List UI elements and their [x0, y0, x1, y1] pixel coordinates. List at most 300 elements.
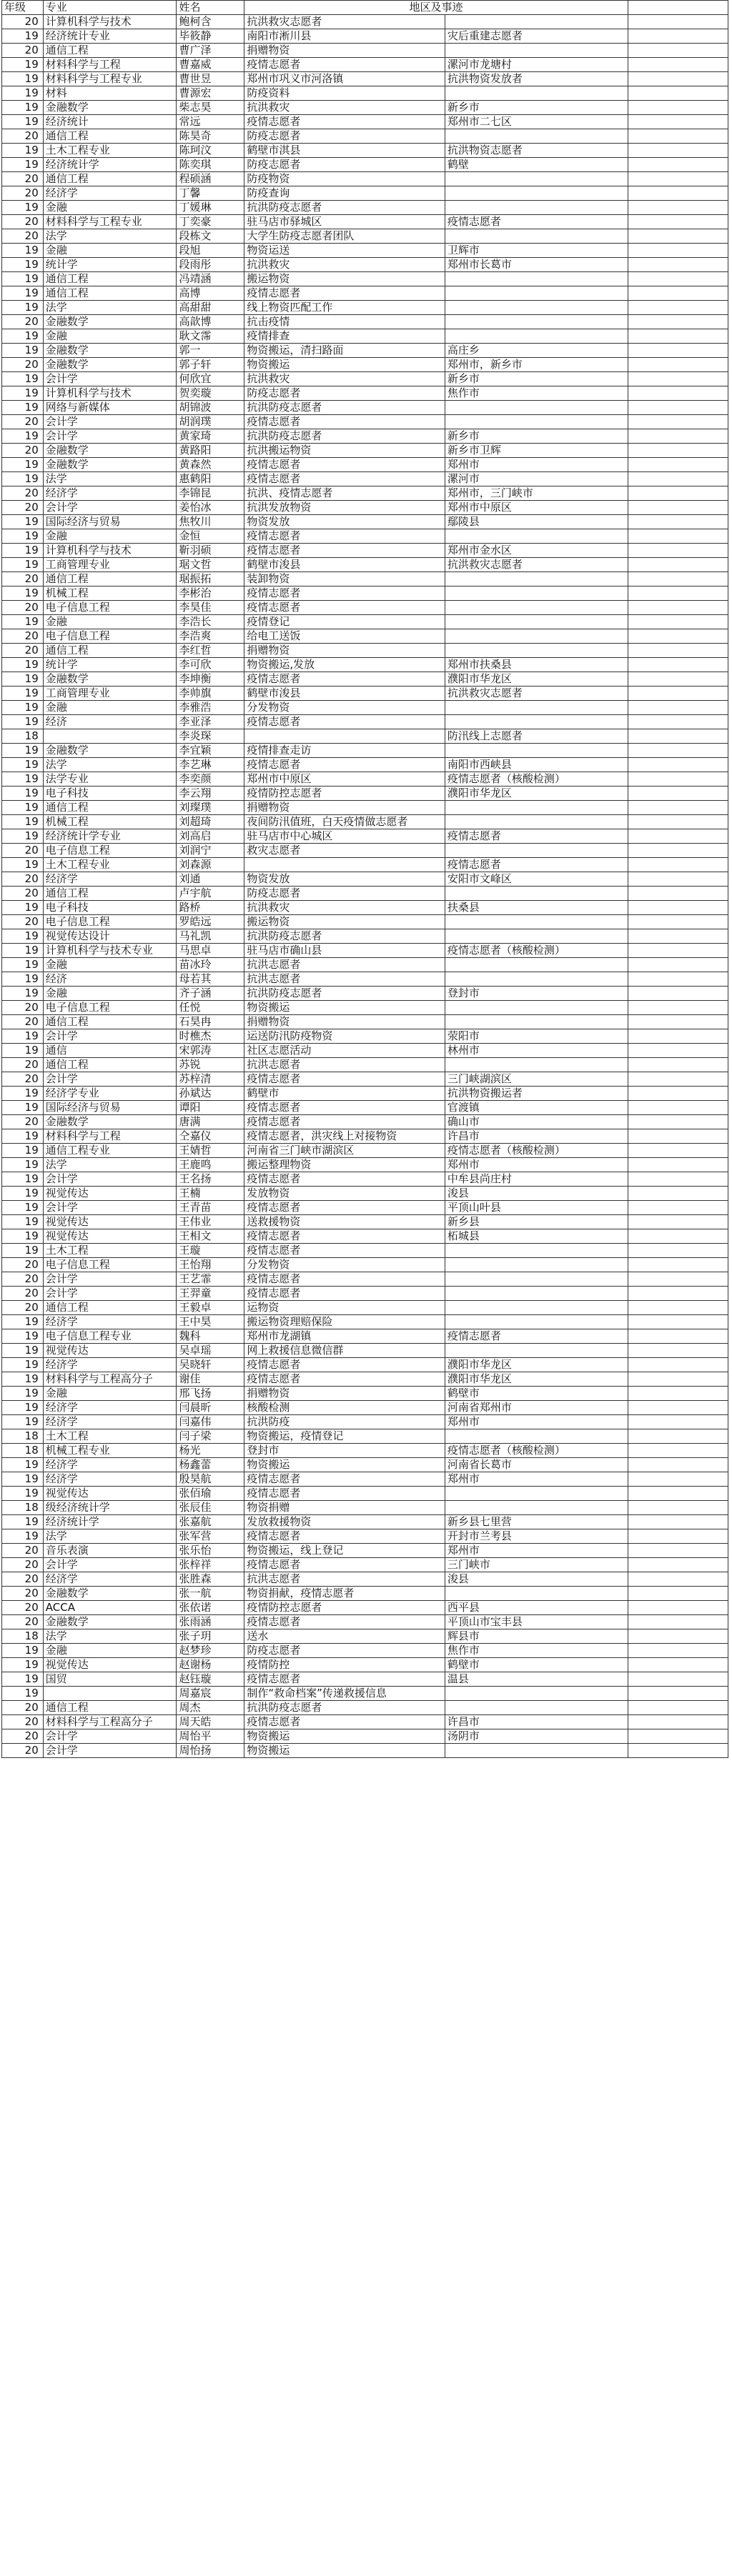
cell-activity: 疫情志愿者 — [244, 115, 445, 129]
cell-year: 20 — [2, 572, 44, 586]
cell-region: 疫情志愿者（核酸检测） — [445, 1144, 628, 1158]
cell-region: 温县 — [445, 1672, 628, 1687]
cell-year: 19 — [2, 987, 44, 1001]
cell-name: 丁奕豪 — [177, 215, 244, 229]
cell-year: 19 — [2, 1529, 44, 1544]
table-row — [2, 1444, 728, 1458]
table-row — [2, 1158, 728, 1172]
cell-region — [445, 15, 628, 29]
cell-extra — [628, 987, 728, 1001]
cell-extra — [628, 872, 728, 887]
cell-year: 19 — [2, 1044, 44, 1058]
cell-extra — [628, 1587, 728, 1601]
cell-major: 土木工程 — [43, 1244, 177, 1258]
cell-major: 金融数学 — [43, 315, 177, 329]
cell-extra — [628, 1615, 728, 1629]
cell-name: 孙斌达 — [177, 1087, 244, 1101]
cell-extra — [628, 929, 728, 944]
cell-activity: 抗击疫情 — [244, 315, 445, 329]
cell-extra — [628, 486, 728, 501]
table-row — [2, 801, 728, 815]
table-row — [2, 58, 728, 72]
cell-major: 经济学 — [43, 486, 177, 501]
cell-activity: 鹤壁市 — [244, 1087, 445, 1101]
cell-extra — [628, 386, 728, 401]
cell-extra — [628, 186, 728, 201]
cell-major: 金融数学 — [43, 1115, 177, 1129]
cell-region — [445, 844, 628, 858]
cell-year: 19 — [2, 286, 44, 301]
table-row — [2, 1358, 728, 1372]
cell-major: 会计学 — [43, 429, 177, 444]
cell-name: 周天皓 — [177, 1715, 244, 1729]
cell-year: 20 — [2, 1072, 44, 1087]
cell-region: 濮阳市华龙区 — [445, 787, 628, 801]
cell-major: 金融 — [43, 1644, 177, 1658]
cell-region — [445, 629, 628, 644]
cell-activity: 捐赠物资 — [244, 644, 445, 658]
cell-major: 电子信息工程 — [43, 601, 177, 615]
cell-year: 20 — [2, 1558, 44, 1572]
cell-year: 20 — [2, 1715, 44, 1729]
cell-name: 张雨涵 — [177, 1615, 244, 1629]
cell-extra — [628, 1644, 728, 1658]
table-row — [2, 644, 728, 658]
volunteer-table-body — [2, 1, 728, 1758]
cell-year: 20 — [2, 44, 44, 58]
cell-region: 鹤壁 — [445, 158, 628, 172]
table-row — [2, 1615, 728, 1629]
cell-major: 视觉传达 — [43, 1187, 177, 1201]
cell-name: 丁媛琳 — [177, 201, 244, 215]
cell-major: 电子信息工程专业 — [43, 1329, 177, 1344]
table-row — [2, 1272, 728, 1287]
cell-year: 19 — [2, 529, 44, 544]
cell-extra — [628, 1272, 728, 1287]
cell-activity: 搬运物资 — [244, 915, 445, 929]
cell-region: 抗洪救灾志愿者 — [445, 687, 628, 701]
cell-major: 视觉传达 — [43, 1344, 177, 1358]
cell-year: 19 — [2, 1658, 44, 1672]
table-row — [2, 329, 728, 344]
table-row — [2, 1201, 728, 1215]
cell-region: 新乡县 — [445, 1215, 628, 1229]
cell-year: 19 — [2, 272, 44, 286]
cell-year: 20 — [2, 1615, 44, 1629]
cell-region: 辉县市 — [445, 1629, 628, 1644]
cell-major: 经济统计 — [43, 115, 177, 129]
cell-year: 20 — [2, 601, 44, 615]
cell-region: 疫情志愿者 — [445, 829, 628, 844]
cell-region: 防汛线上志愿者 — [445, 729, 628, 744]
cell-major: 法学 — [43, 229, 177, 244]
cell-name: 焦牧川 — [177, 515, 244, 529]
cell-activity: 疫情志愿者 — [244, 1101, 445, 1115]
cell-year: 19 — [2, 244, 44, 258]
table-row — [2, 1715, 728, 1729]
cell-major: 经济统计学 — [43, 158, 177, 172]
cell-region: 中牟县尚庄村 — [445, 1172, 628, 1187]
cell-activity: 捐赠物资 — [244, 1015, 445, 1029]
cell-region — [445, 615, 628, 629]
table-row — [2, 558, 728, 572]
cell-extra — [628, 744, 728, 758]
table-row — [2, 1501, 728, 1515]
cell-extra — [628, 1729, 728, 1744]
cell-name: 丁馨 — [177, 186, 244, 201]
cell-name: 苏锐 — [177, 1058, 244, 1072]
table-row — [2, 244, 728, 258]
cell-region: 开封市兰考县 — [445, 1529, 628, 1544]
cell-major: 通信工程 — [43, 129, 177, 144]
cell-region — [445, 915, 628, 929]
cell-year: 19 — [2, 429, 44, 444]
table-row — [2, 586, 728, 601]
cell-year: 20 — [2, 1601, 44, 1615]
cell-year: 19 — [2, 1515, 44, 1529]
cell-activity: 疫情志愿者 — [244, 458, 445, 472]
cell-extra — [628, 572, 728, 586]
cell-year: 19 — [2, 201, 44, 215]
cell-region: 许昌市 — [445, 1129, 628, 1144]
table-row — [2, 458, 728, 472]
cell-year: 20 — [2, 1729, 44, 1744]
cell-name: 马礼凯 — [177, 929, 244, 944]
cell-major: 电子信息工程 — [43, 1258, 177, 1272]
cell-major: 视觉传达 — [43, 1658, 177, 1672]
cell-activity: 疫情防控志愿者 — [244, 1601, 445, 1615]
table-row — [2, 386, 728, 401]
cell-activity: 物资发放 — [244, 515, 445, 529]
cell-extra — [628, 1301, 728, 1315]
cell-extra — [628, 1258, 728, 1272]
cell-year: 19 — [2, 1144, 44, 1158]
header-major: 专业 — [43, 1, 177, 15]
cell-region: 疫情志愿者 — [445, 858, 628, 872]
cell-region — [445, 958, 628, 972]
cell-year: 19 — [2, 1315, 44, 1329]
cell-name: 张依诺 — [177, 1601, 244, 1615]
table-row — [2, 729, 728, 744]
cell-year: 20 — [2, 358, 44, 372]
cell-activity: 疫情志愿者 — [244, 758, 445, 772]
cell-year: 19 — [2, 558, 44, 572]
table-row — [2, 1144, 728, 1158]
cell-region: 抗洪物资搬运者 — [445, 1087, 628, 1101]
cell-year: 20 — [2, 629, 44, 644]
table-row — [2, 1287, 728, 1301]
cell-extra — [628, 687, 728, 701]
cell-name: 郭子轩 — [177, 358, 244, 372]
cell-region: 濮阳市华龙区 — [445, 1358, 628, 1372]
cell-year: 19 — [2, 1415, 44, 1429]
cell-activity: 物资搬运，清扫路面 — [244, 344, 445, 358]
cell-extra — [628, 1401, 728, 1415]
table-row — [2, 1415, 728, 1429]
table-row — [2, 787, 728, 801]
cell-region: 南阳市西峡县 — [445, 758, 628, 772]
cell-activity: 物资运送 — [244, 244, 445, 258]
cell-year: 19 — [2, 1372, 44, 1387]
cell-year: 19 — [2, 958, 44, 972]
cell-extra — [628, 229, 728, 244]
table-row — [2, 1644, 728, 1658]
cell-name: 魏科 — [177, 1329, 244, 1344]
cell-year: 19 — [2, 615, 44, 629]
cell-extra — [628, 1458, 728, 1472]
cell-name: 王相文 — [177, 1229, 244, 1244]
cell-region: 抗洪物资志愿者 — [445, 144, 628, 158]
cell-major: 法学 — [43, 1629, 177, 1644]
cell-major: 经济学 — [43, 1472, 177, 1487]
cell-name: 王怡翔 — [177, 1258, 244, 1272]
cell-year: 19 — [2, 1215, 44, 1229]
table-row — [2, 844, 728, 858]
cell-region — [445, 529, 628, 544]
cell-activity: 疫情志愿者 — [244, 1372, 445, 1387]
cell-activity: 捐赠物资 — [244, 801, 445, 815]
cell-year: 19 — [2, 458, 44, 472]
cell-major: 通信工程 — [43, 801, 177, 815]
cell-name: 马思卓 — [177, 944, 244, 958]
table-row — [2, 501, 728, 515]
cell-extra — [628, 1158, 728, 1172]
cell-name: 毕筱静 — [177, 29, 244, 44]
cell-major: 会计学 — [43, 1272, 177, 1287]
table-row — [2, 1344, 728, 1358]
cell-activity: 疫情志愿者 — [244, 1615, 445, 1629]
table-row — [2, 1072, 728, 1087]
cell-name: 李浩爽 — [177, 629, 244, 644]
cell-extra — [628, 1529, 728, 1544]
cell-name: 李雅浩 — [177, 701, 244, 715]
cell-name: 殷昊航 — [177, 1472, 244, 1487]
cell-name: 琚文哲 — [177, 558, 244, 572]
cell-year: 19 — [2, 901, 44, 915]
cell-activity: 线上物资匹配工作 — [244, 301, 445, 315]
cell-major: 金融数学 — [43, 358, 177, 372]
cell-name: 王鹿鸣 — [177, 1158, 244, 1172]
cell-activity: 疫情志愿者 — [244, 715, 445, 729]
table-row — [2, 1015, 728, 1029]
table-row — [2, 144, 728, 158]
table-row — [2, 829, 728, 844]
cell-major: 法学 — [43, 301, 177, 315]
cell-region: 郑州市 — [445, 1158, 628, 1172]
cell-activity: 抗洪、疫情志愿者 — [244, 486, 445, 501]
table-row — [2, 1372, 728, 1387]
cell-extra — [628, 15, 728, 29]
cell-activity: 捐赠物资 — [244, 1387, 445, 1401]
cell-extra — [628, 1701, 728, 1715]
cell-activity: 疫情志愿者 — [244, 1072, 445, 1087]
cell-name: 王艺霏 — [177, 1272, 244, 1287]
cell-activity: 大学生防疫志愿者团队 — [244, 229, 445, 244]
cell-name: 卢宇航 — [177, 887, 244, 901]
table-row — [2, 229, 728, 244]
cell-name: 谢佳 — [177, 1372, 244, 1387]
cell-activity: 登封市 — [244, 1444, 445, 1458]
cell-extra — [628, 658, 728, 672]
cell-major: 机械工程专业 — [43, 1444, 177, 1458]
cell-region: 扶桑县 — [445, 901, 628, 915]
table-row — [2, 186, 728, 201]
table-row — [2, 429, 728, 444]
cell-activity: 疫情志愿者，洪灾线上对接物资 — [244, 1129, 445, 1144]
cell-region: 三门峡市 — [445, 1558, 628, 1572]
cell-major: 通信工程专业 — [43, 1144, 177, 1158]
cell-major: 经济学专业 — [43, 1087, 177, 1101]
table-row — [2, 1515, 728, 1529]
cell-extra — [628, 1715, 728, 1729]
cell-major: 材料科学与工程 — [43, 1129, 177, 1144]
cell-extra — [628, 401, 728, 415]
cell-year: 19 — [2, 687, 44, 701]
cell-name: 王璇 — [177, 1244, 244, 1258]
cell-name: 母若其 — [177, 972, 244, 987]
cell-year: 20 — [2, 1744, 44, 1758]
cell-region: 疫情志愿者 — [445, 1329, 628, 1344]
cell-extra — [628, 801, 728, 815]
table-row — [2, 1744, 728, 1758]
cell-year: 20 — [2, 1001, 44, 1015]
cell-region: 卫辉市 — [445, 244, 628, 258]
cell-activity: 疫情志愿者 — [244, 1201, 445, 1215]
table-row — [2, 887, 728, 901]
table-row — [2, 915, 728, 929]
cell-extra — [628, 1058, 728, 1072]
cell-region: 许昌市 — [445, 1715, 628, 1729]
cell-year: 20 — [2, 644, 44, 658]
table-row — [2, 687, 728, 701]
table-row — [2, 1315, 728, 1329]
cell-major: 经济学 — [43, 186, 177, 201]
cell-extra — [628, 1129, 728, 1144]
cell-activity: 搬运物资理赔保险 — [244, 1315, 445, 1329]
cell-year: 20 — [2, 1701, 44, 1715]
table-row — [2, 1401, 728, 1415]
table-row — [2, 344, 728, 358]
cell-major: 机械工程 — [43, 586, 177, 601]
cell-activity: 装卸物资 — [244, 572, 445, 586]
cell-activity — [244, 729, 445, 744]
cell-region — [445, 286, 628, 301]
cell-extra — [628, 815, 728, 829]
table-row — [2, 944, 728, 958]
cell-region: 郑州市长葛市 — [445, 258, 628, 272]
cell-extra — [628, 29, 728, 44]
cell-activity: 发放救援物资 — [244, 1515, 445, 1529]
cell-activity: 抗洪救灾志愿者 — [244, 15, 445, 29]
cell-activity: 物资搬运 — [244, 1729, 445, 1744]
cell-year: 19 — [2, 386, 44, 401]
cell-year: 20 — [2, 1287, 44, 1301]
table-row — [2, 1472, 728, 1487]
cell-extra — [628, 615, 728, 629]
cell-year: 20 — [2, 315, 44, 329]
cell-name: 冯靖涵 — [177, 272, 244, 286]
cell-activity: 物资搬运 — [244, 1744, 445, 1758]
cell-extra — [628, 129, 728, 144]
cell-year: 19 — [2, 472, 44, 486]
cell-extra — [628, 1244, 728, 1258]
cell-major: 电子科技 — [43, 901, 177, 915]
cell-year: 20 — [2, 1272, 44, 1287]
cell-name: 柴志昊 — [177, 101, 244, 115]
cell-year: 19 — [2, 101, 44, 115]
cell-name: 李可欣 — [177, 658, 244, 672]
cell-region: 抗洪物资发放者 — [445, 72, 628, 86]
cell-extra — [628, 1215, 728, 1229]
cell-major: 经济学 — [43, 1315, 177, 1329]
cell-name: 李彬治 — [177, 586, 244, 601]
cell-extra — [628, 1487, 728, 1501]
cell-major: 经济学 — [43, 1458, 177, 1472]
cell-extra — [628, 1187, 728, 1201]
cell-extra — [628, 286, 728, 301]
cell-activity: 疫情志愿者 — [244, 601, 445, 615]
table-row — [2, 972, 728, 987]
cell-name: 常远 — [177, 115, 244, 129]
cell-activity: 疫情排查 — [244, 329, 445, 344]
cell-year: 19 — [2, 401, 44, 415]
cell-name: 曹源宏 — [177, 86, 244, 101]
cell-major: 经济 — [43, 972, 177, 987]
cell-year: 19 — [2, 944, 44, 958]
cell-year: 19 — [2, 744, 44, 758]
cell-region — [445, 329, 628, 344]
cell-extra — [628, 558, 728, 572]
cell-name: 苏梓清 — [177, 1072, 244, 1087]
cell-region: 漯河市龙塘村 — [445, 58, 628, 72]
cell-extra — [628, 729, 728, 744]
cell-extra — [628, 887, 728, 901]
cell-activity: 抗洪防疫志愿者 — [244, 987, 445, 1001]
cell-name: 赵梦珍 — [177, 1644, 244, 1658]
cell-activity: 运送防汛防疫物资 — [244, 1029, 445, 1044]
cell-activity: 搬运整理物资 — [244, 1158, 445, 1172]
cell-region — [445, 1501, 628, 1515]
cell-region: 新乡县七里营 — [445, 1515, 628, 1529]
cell-activity: 抗洪救灾 — [244, 372, 445, 386]
table-row — [2, 1301, 728, 1315]
cell-region: 疫情志愿者（核酸检测） — [445, 944, 628, 958]
cell-major: 会计学 — [43, 1558, 177, 1572]
table-row — [2, 701, 728, 715]
cell-region — [445, 1015, 628, 1029]
cell-extra — [628, 1015, 728, 1029]
cell-region: 郑州市中原区 — [445, 501, 628, 515]
cell-name: 闫嘉伟 — [177, 1415, 244, 1429]
cell-region: 荥阳市 — [445, 1029, 628, 1044]
cell-major: 会计学 — [43, 1029, 177, 1044]
cell-activity: 防疫物资 — [244, 172, 445, 186]
cell-year: 19 — [2, 1387, 44, 1401]
cell-activity: 物资搬运,发放 — [244, 658, 445, 672]
cell-year: 19 — [2, 258, 44, 272]
cell-name: 唐满 — [177, 1115, 244, 1129]
cell-activity: 抗洪志愿者 — [244, 1058, 445, 1072]
cell-major: 经济统计专业 — [43, 29, 177, 44]
table-row — [2, 44, 728, 58]
cell-year: 19 — [2, 1172, 44, 1187]
cell-activity: 核酸检测 — [244, 1401, 445, 1415]
cell-region: 三门峡湖滨区 — [445, 1072, 628, 1087]
cell-activity: 抗洪防疫志愿者 — [244, 201, 445, 215]
cell-major: 金融数学 — [43, 458, 177, 472]
cell-name: 罗皓远 — [177, 915, 244, 929]
cell-extra — [628, 1744, 728, 1758]
